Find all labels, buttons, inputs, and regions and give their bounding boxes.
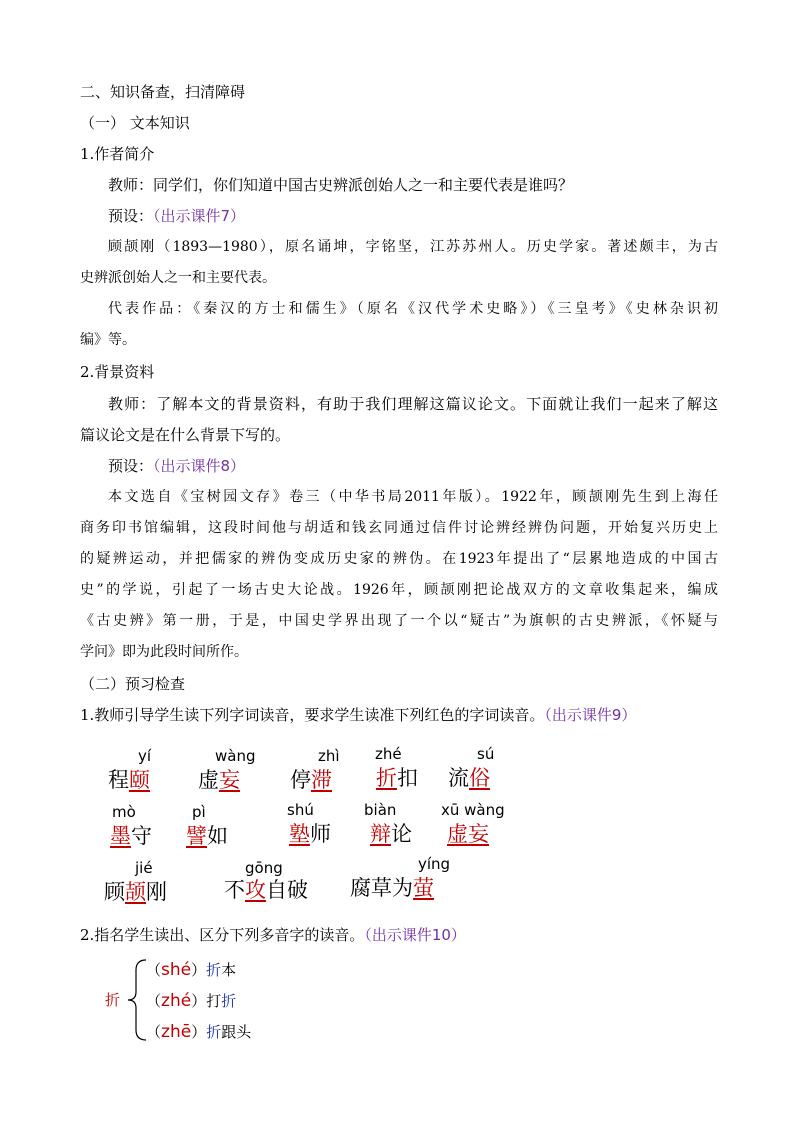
pinyin: mò: [112, 803, 136, 821]
pinyin: yíng: [418, 855, 451, 873]
pinyin: zhé: [375, 745, 402, 763]
author-bio-line-1: 顾颉刚（1893—1980），原名诵坤，字铭坚，江苏苏州人。历史学家。著述颇丰，为古: [108, 239, 718, 255]
word-xuwang: 虚妄: [198, 768, 240, 792]
task-2-course: （出示课件10）: [364, 926, 466, 944]
background-line-3: 的疑辨运动，并把儒家的辨伪变成历史家的辨伪。在1923年提出了“层累地造成的中国古: [80, 551, 718, 567]
pinyin: sú: [477, 745, 495, 763]
works-line-1: 代表作品：《秦汉的方士和儒生》（原名《汉代学术史略》）《三皇考》《史林杂识初: [108, 301, 718, 317]
background-line-4: 史”的学说，引起了一场古史大论战。1926年，顾颉刚把论战双方的文章收集起来，编成: [80, 582, 718, 598]
background-line-5: 《古史辨》第一册，于是，中国史学界出现了一个以“疑古”为旗帜的古史辨派，《怀疑与: [80, 613, 718, 629]
word-bugongzipo: 不攻自破: [224, 878, 308, 902]
subsection-title-1: （一） 文本知识: [80, 114, 190, 132]
word-piru: 譬如: [186, 824, 228, 848]
author-bio-line-2: 史辨派创始人之一和主要代表。: [80, 270, 276, 286]
word-xuwang-2: 虚妄: [447, 822, 489, 846]
item-2-title: 2.背景资料: [80, 363, 155, 381]
background-line-2: 商务印书馆编辑，这段时间他与胡适和钱玄同通过信件讨论辨经辨伪问题，开始复兴历史上: [80, 520, 718, 536]
preset-2: [108, 456, 245, 476]
teacher-question-1: 教师：同学们，你们知道中国古史辨派创始人之一和主要代表是谁吗？: [108, 176, 574, 194]
task-2-text: 2.指名学生读出、区分下列多音字的读音。: [80, 926, 365, 944]
background-line-1: 本文选自《宝树园文存》卷三（中华书局2011年版）。1922年，顾颉刚先生到上海任: [108, 489, 718, 505]
background-line-6: 学问》即为此段时间所作。: [80, 644, 248, 660]
pinyin: xū wàng: [441, 801, 505, 819]
word-shushi: 塾师: [289, 822, 331, 846]
word-zhekou: 折扣: [376, 766, 418, 790]
word-moshou: 墨守: [110, 824, 152, 848]
preset-1: [108, 206, 245, 226]
polyphone-reading-she: （shé）折本: [146, 960, 237, 980]
pinyin: shú: [287, 801, 314, 819]
preset-1-course: （出示课件7）: [153, 207, 246, 225]
section-title: 二、知识备查，扫清障碍: [80, 83, 246, 101]
task-1-text: 1.教师引导学生读下列字词读音，要求学生读准下列红色的字词读音。: [80, 706, 545, 724]
pinyin: biàn: [364, 801, 397, 819]
pinyin: pì: [192, 803, 206, 821]
works-line-2: 编》等。: [80, 332, 136, 348]
pinyin: jié: [135, 859, 153, 877]
task-1: [80, 705, 636, 725]
polyphone-char: 折: [105, 991, 121, 1009]
word-tingzhi: 停滞: [290, 768, 332, 792]
word-chengyi: 程颐: [108, 768, 150, 792]
item-1-title: 1.作者简介: [80, 145, 155, 163]
preset-2-label: 预设：: [108, 457, 154, 475]
pinyin: gōng: [245, 859, 283, 877]
word-fucaoweiying: 腐草为萤: [350, 876, 434, 900]
pinyin: zhì: [318, 747, 340, 765]
pinyin: wàng: [215, 747, 256, 765]
word-bianlun: 辩论: [370, 822, 412, 846]
subsection-title-2: （二）预习检查: [80, 675, 186, 693]
pinyin: yí: [138, 747, 152, 765]
teacher-question-2-line-2: 篇议论文是在什么背景下写的。: [80, 426, 291, 444]
word-gujiegang: 顾颉刚: [104, 880, 167, 904]
polyphone-reading-zhe-1: （zhē）折跟头: [146, 1022, 252, 1042]
task-1-course: （出示课件9）: [544, 706, 637, 724]
preset-1-label: 预设：: [108, 207, 154, 225]
polyphone-reading-zhe: （zhé）打折: [146, 991, 237, 1011]
teacher-question-2-line-1: 教师：了解本文的背景资料，有助于我们理解这篇议论文。下面就让我们一起来了解这: [108, 395, 718, 413]
brace-icon: [124, 958, 148, 1042]
task-2: [80, 925, 466, 945]
preset-2-course: （出示课件8）: [153, 457, 246, 475]
word-liusu: 流俗: [448, 766, 490, 790]
